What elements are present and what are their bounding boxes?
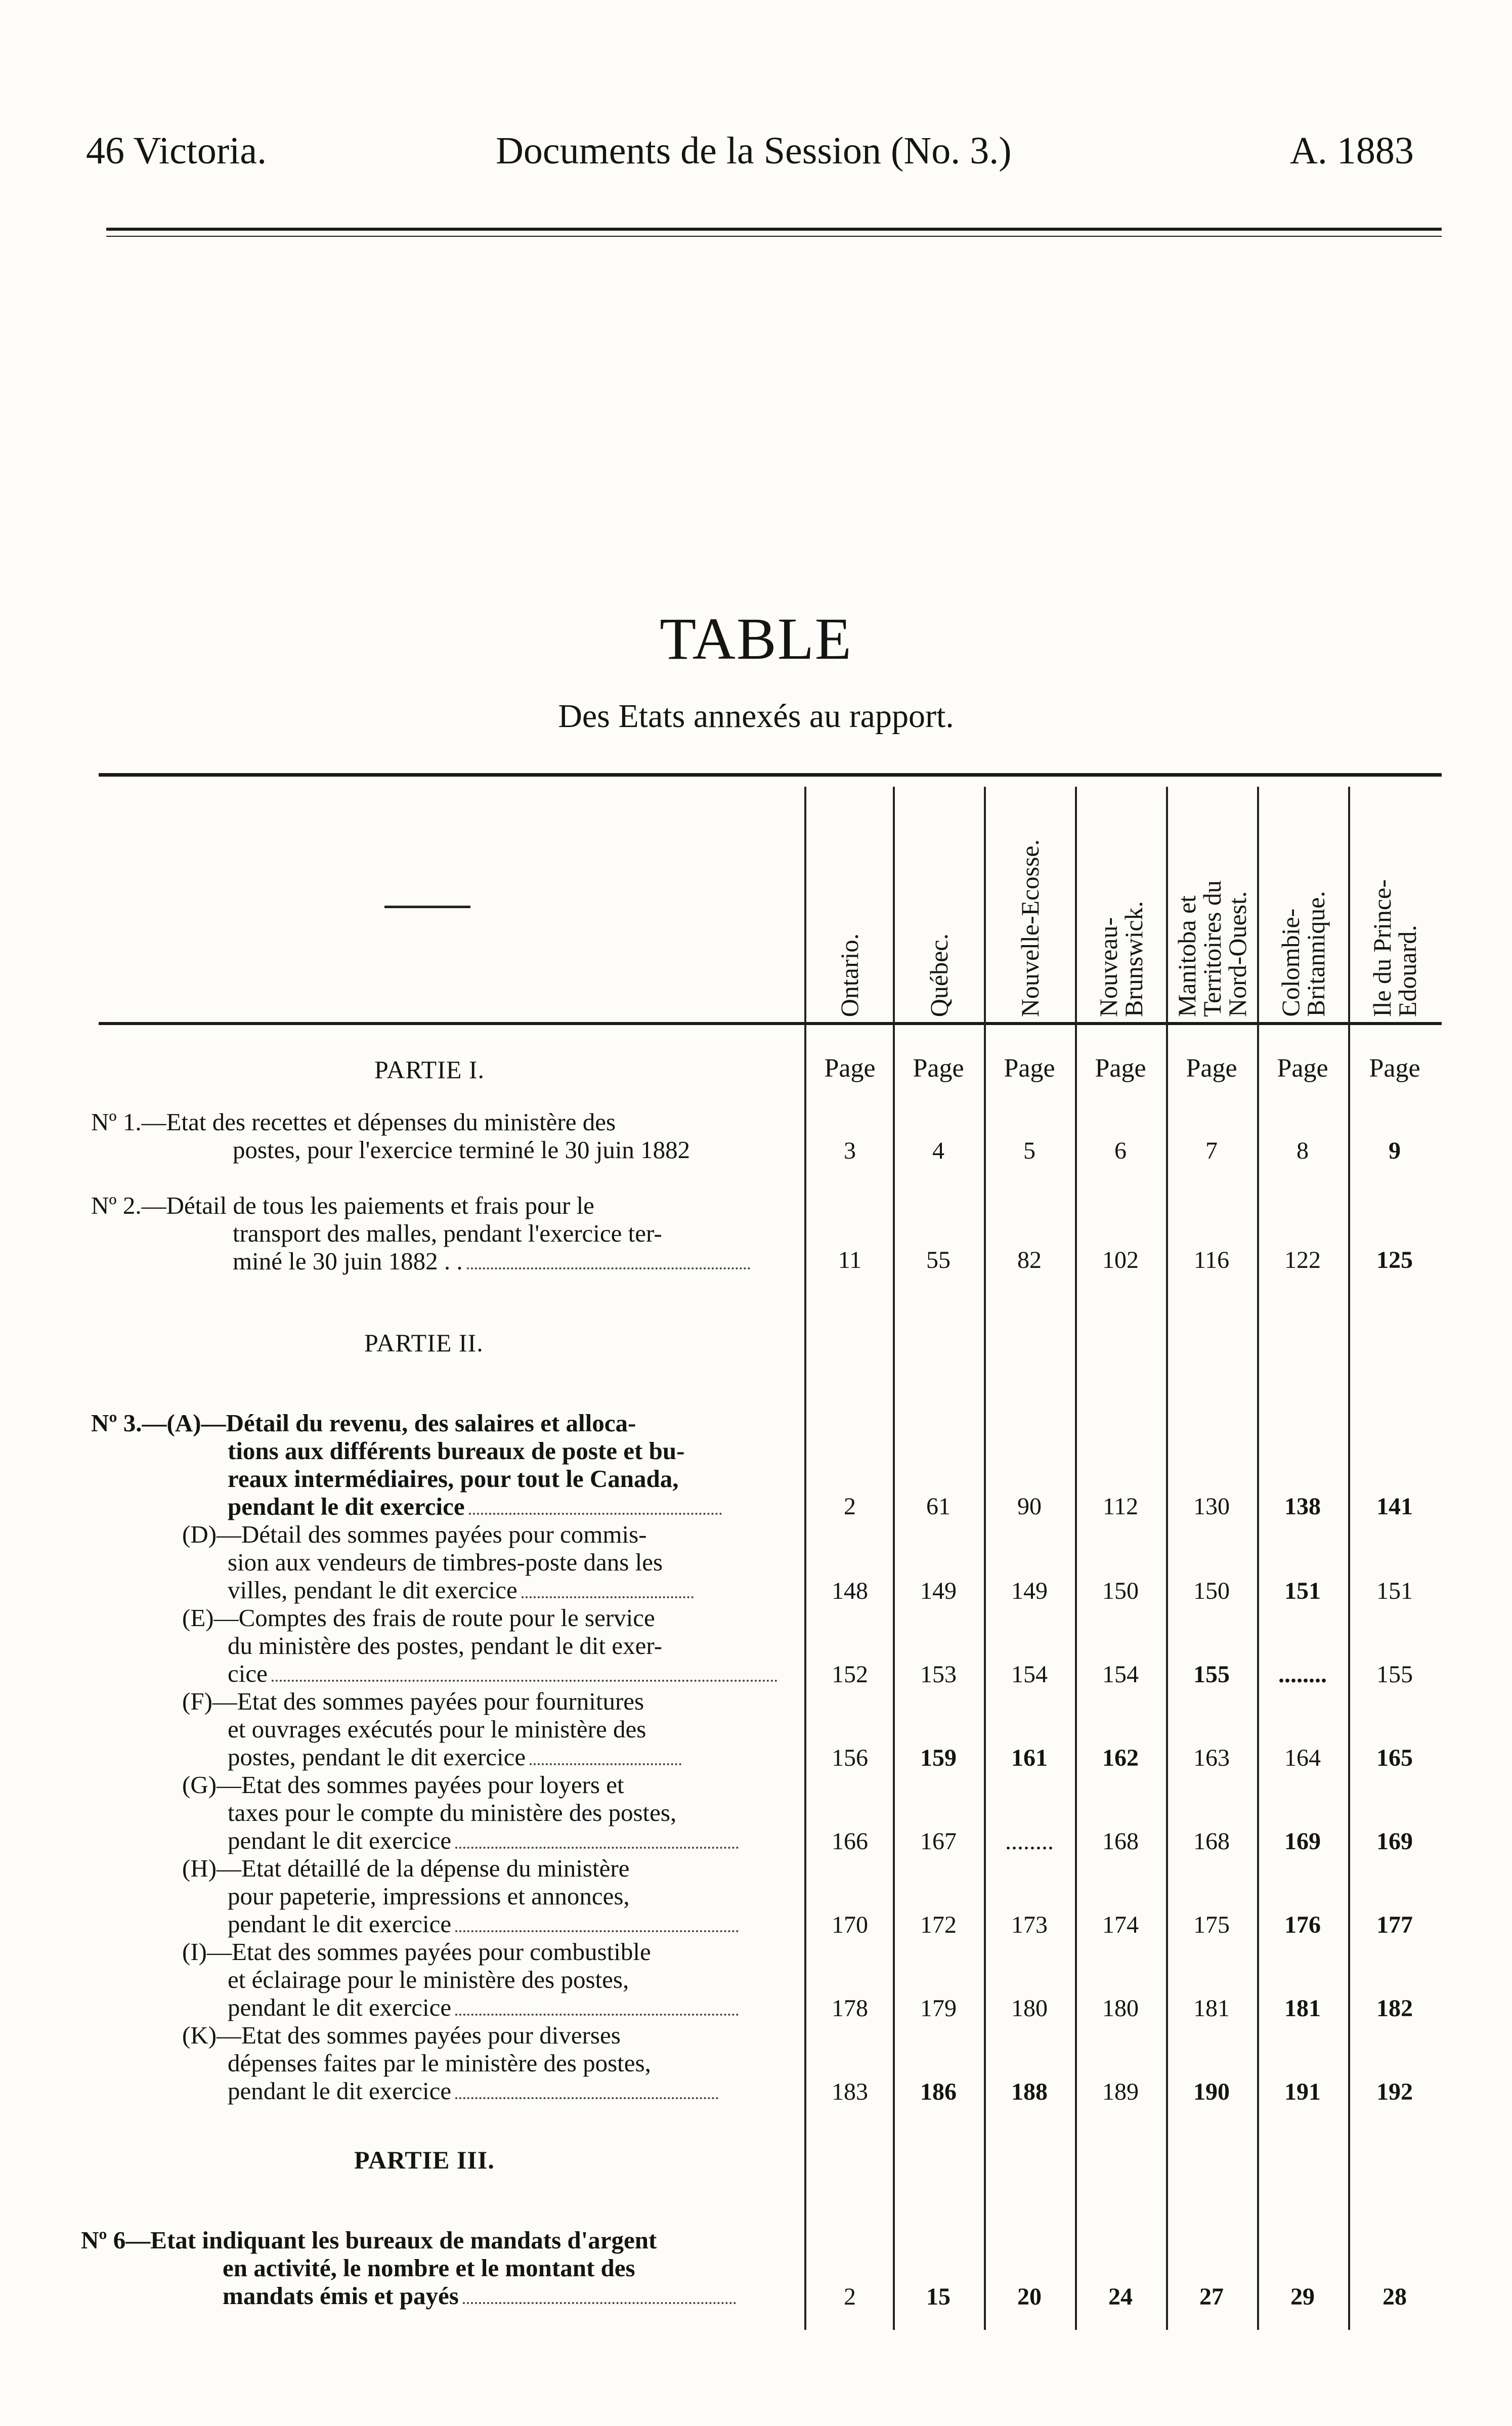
column-header-quebec: Québec. [925,933,953,1017]
table-entry: Nº 2.—Détail de tous les paiements et frais pour le transport des malles, pendant l'exercice ter- miné le 30 juin 1882 . . [91,1191,750,1275]
page-number: 90 [1017,1493,1042,1520]
header-left: 46 Victoria. [86,130,267,172]
page-number: 169 [1284,1828,1321,1855]
page-number: 190 [1193,2078,1230,2105]
page-number: 164 [1284,1744,1321,1771]
header-center: Documents de la Session (No. 3.) [496,130,1012,172]
column-header-ile-du-prince-edouard: Ile du Prince- Edouard. [1368,879,1421,1017]
header-rule [106,228,1442,231]
page-number: 175 [1193,1911,1230,1938]
column-header-nouveau-brunswick: Nouveau- Brunswick. [1094,901,1148,1017]
column-header-colombie: Colombie- Britannique. [1276,891,1330,1017]
page-number: 82 [1017,1247,1042,1273]
page-number: 15 [926,2283,951,2310]
page-number: 186 [920,2078,957,2105]
page-number: 166 [832,1828,868,1855]
page-number: 181 [1284,1995,1321,2022]
page-number: 149 [920,1578,957,1604]
page-number: 11 [838,1247,862,1273]
table-entry: (I)—Etat des sommes payées pour combustible et éclairage pour le ministère des postes, pendant le dit exercice [182,1938,739,2021]
page-number: ........ [1278,1661,1327,1688]
page-number: 154 [1011,1661,1048,1688]
page-number: 154 [1102,1661,1139,1688]
page-number: 159 [920,1744,957,1771]
page-number: 141 [1376,1493,1413,1520]
page-number: 153 [920,1661,957,1688]
page-number: 151 [1376,1578,1413,1604]
page-number: 7 [1205,1137,1218,1164]
page-number: 155 [1193,1661,1230,1688]
column-header-manitoba: Manitoba et Territoires du Nord-Ouest. [1173,880,1251,1017]
page-number: 152 [832,1661,868,1688]
page-number: 165 [1376,1744,1413,1771]
page-number: 192 [1376,2078,1413,2105]
page-number: 151 [1284,1578,1321,1604]
page-number: 179 [920,1995,957,2022]
page-number: 182 [1376,1995,1413,2022]
page-number: 170 [832,1911,868,1938]
page-number: 162 [1102,1744,1139,1771]
page-label: Page [913,1054,964,1083]
page-number: 180 [1102,1995,1139,2022]
table-entry: (H)—Etat détaillé de la dépense du ministère pour papeterie, impressions et annonces, pendant le dit exercice [182,1854,739,1938]
page-label: Page [1186,1054,1237,1083]
page-number: 125 [1376,1247,1413,1273]
page-number: 189 [1102,2078,1139,2105]
page-number: 3 [844,1137,856,1164]
page-number: 102 [1102,1247,1139,1273]
column-header-ontario: Ontario. [835,933,863,1017]
page-number: 20 [1017,2283,1042,2310]
page-number: 149 [1011,1578,1048,1604]
part-heading: PARTIE I. [374,1055,485,1084]
table-entry: Nº 6—Etat indiquant les bureaux de mandats d'argent en activité, le nombre et le montant des mandats émis et payés [81,2226,736,2310]
page-number: 9 [1389,1137,1401,1164]
page-number: 24 [1108,2283,1133,2310]
page-number: 168 [1193,1828,1230,1855]
page-number: 29 [1290,2283,1315,2310]
table-entry: Nº 3.—(A)—Détail du revenu, des salaires et alloca- tions aux différents bureaux de poste et bu- reaux intermédiaires, pour tout le Canada, pendant le dit exercice [91,1409,722,1520]
page-label: Page [1095,1054,1146,1083]
page-title: TABLE [660,606,852,672]
page-number: 150 [1102,1578,1139,1604]
table-header-rule [99,1022,1442,1025]
page-number: 116 [1193,1247,1230,1273]
page-number: 6 [1114,1137,1127,1164]
page-number: 176 [1284,1911,1321,1938]
page-number: 172 [920,1911,957,1938]
table-entry: (F)—Etat des sommes payées pour fournitures et ouvrages exécutés pour le ministère des postes, pendant le dit exercice [182,1687,681,1771]
table-entry: Nº 1.—Etat des recettes et dépenses du ministère des postes, pour l'exercice terminé le 30 juin 1882 [91,1108,690,1164]
page-number: 2 [844,2283,856,2310]
page-number: 130 [1193,1493,1230,1520]
page-number: 180 [1011,1995,1048,2022]
page-number: 122 [1284,1247,1321,1273]
column-header-nouvelle-ecosse: Nouvelle-Ecosse. [1016,839,1044,1017]
page-number: 8 [1297,1137,1309,1164]
page-number: 167 [920,1828,957,1855]
table-entry: (D)—Détail des sommes payées pour commis- sion aux vendeurs de timbres-poste dans les villes, pendant le dit exercice [182,1520,694,1604]
part-heading: PARTIE III. [354,2146,495,2174]
part-heading: PARTIE II. [364,1329,484,1357]
page-number: 27 [1199,2283,1224,2310]
table-entry: (G)—Etat des sommes payées pour loyers et taxes pour le compte du ministère des postes, pendant le dit exercice [182,1771,739,1854]
page-number: 5 [1023,1137,1035,1164]
page-label: Page [1277,1054,1328,1083]
page-number: 177 [1376,1911,1413,1938]
page-number: 150 [1193,1578,1230,1604]
header-dash [384,906,470,908]
page-number: 2 [844,1493,856,1520]
table-entry: (E)—Comptes des frais de route pour le service du ministère des postes, pendant le dit exer- cice [182,1604,777,1687]
page-number: 161 [1011,1744,1048,1771]
page-number: 155 [1376,1661,1413,1688]
page-number: 174 [1102,1911,1139,1938]
page-number: 112 [1102,1493,1139,1520]
page-label: Page [1369,1054,1420,1083]
page-label: Page [824,1054,876,1083]
page-number: 168 [1102,1828,1139,1855]
table-entry: (K)—Etat des sommes payées pour diverses dépenses faites par le ministère des postes, pendant le dit exercice [182,2021,718,2105]
page-number: 163 [1193,1744,1230,1771]
page-number: 188 [1011,2078,1048,2105]
page-number: 178 [832,1995,868,2022]
page-subtitle: Des Etats annexés au rapport. [558,698,954,735]
page-number: 55 [926,1247,951,1273]
page-number: 28 [1383,2283,1407,2310]
page-number: 181 [1193,1995,1230,2022]
page-number: 173 [1011,1911,1048,1938]
page-number: 191 [1284,2078,1321,2105]
page-number: 61 [926,1493,951,1520]
page-number: 169 [1376,1828,1413,1855]
table-top-rule [99,773,1442,777]
page-number: ........ [1005,1828,1054,1855]
header-right: A. 1883 [1290,130,1414,172]
page-number: 156 [832,1744,868,1771]
page-number: 4 [932,1137,944,1164]
page-label: Page [1004,1054,1055,1083]
header-rule-thin [106,236,1442,237]
page-number: 138 [1284,1493,1321,1520]
page-number: 183 [832,2078,868,2105]
page-number: 148 [832,1578,868,1604]
